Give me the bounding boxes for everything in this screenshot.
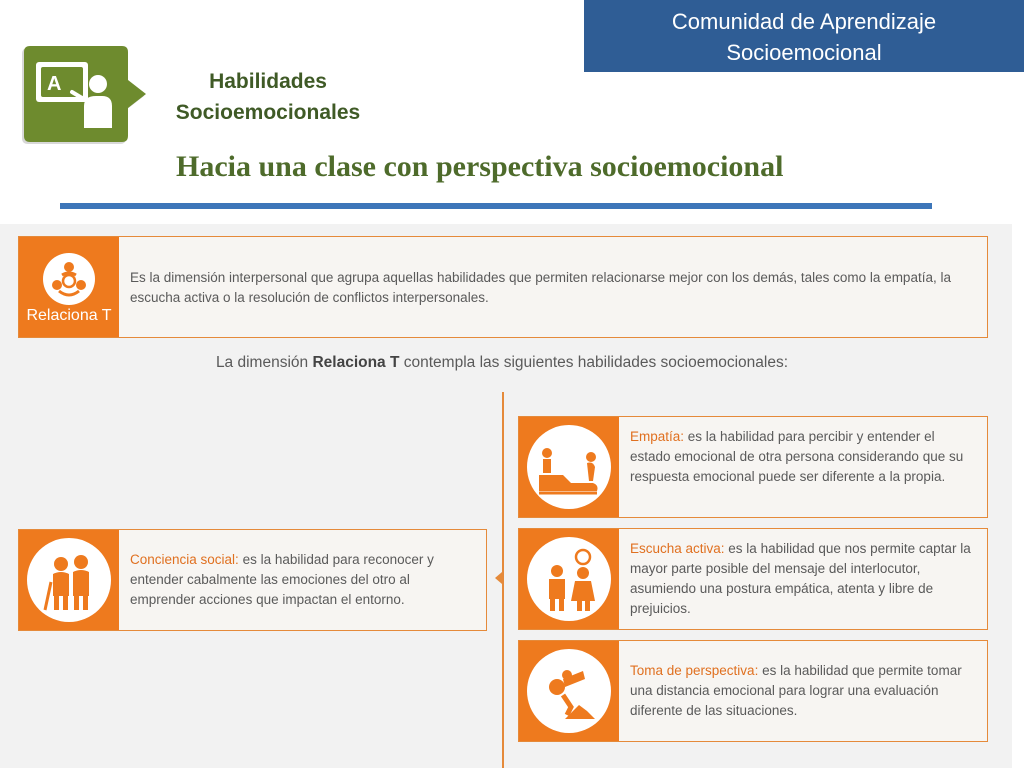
skill-card-toma-de-perspectiva	[518, 640, 988, 742]
skill-term: Escucha activa:	[630, 541, 725, 556]
subtitle-line-2: Socioemocionales	[175, 101, 361, 124]
intro-bold: Relaciona T	[312, 354, 400, 371]
connector-line	[502, 392, 504, 768]
svg-text:A: A	[47, 73, 62, 95]
skill-description	[630, 539, 977, 619]
shoe-people-icon	[527, 425, 611, 509]
dimension-card	[18, 236, 988, 338]
intro-before: La dimensión	[215, 354, 313, 371]
intro-after: contempla las siguientes habilidades socioemocionales:	[399, 354, 789, 371]
banner-line-2: Socioemocional	[726, 40, 882, 65]
dimension-intro	[0, 354, 1004, 372]
community-banner	[584, 0, 1024, 72]
skill-term: Empatía:	[630, 429, 685, 444]
section-subtitle	[168, 66, 368, 128]
skill-card-escucha-activa	[518, 528, 988, 630]
skill-text: es la habilidad para percibir y entender el estado emocional de otra persona considerando que su respuesta emocional puede ser diferente a la propia.	[630, 429, 964, 484]
subtitle-line-1: Habilidades	[209, 70, 327, 93]
dimension-description: Es la dimensión interpersonal que agrupa aquellas habilidades que permiten relacionarse mejor con los demás, tales como la empatía, la escucha activa o la resolución de conflictos interpersonales.	[130, 270, 951, 305]
skill-tile	[519, 641, 619, 741]
skill-text: es la habilidad que nos permite captar la mayor parte posible del mensaje del interlocutor, asumiendo una postura empática, atenta y libre de prejuicios.	[630, 541, 971, 616]
elderly-helper-icon	[27, 538, 111, 622]
banner-line-1: Comunidad de Aprendizaje	[671, 9, 937, 34]
skill-description	[630, 427, 977, 487]
teacher-board-icon	[22, 44, 150, 148]
skill-tile	[519, 529, 619, 629]
skill-card-conciencia-social	[18, 529, 487, 631]
listening-people-icon	[527, 537, 611, 621]
skill-card-empatia	[518, 416, 988, 518]
page-title: Hacia una clase con perspectiva socioemocional	[176, 150, 784, 183]
connector-arrow	[495, 572, 502, 584]
skill-tile	[19, 530, 119, 630]
title-divider	[60, 203, 932, 209]
skill-tile	[519, 417, 619, 517]
skill-term: Conciencia social:	[130, 552, 239, 567]
dimension-tile	[19, 237, 119, 337]
dimension-label: Relaciona T	[26, 307, 112, 324]
skill-text: es la habilidad para reconocer y entender cabalmente las emociones del otro al emprender acciones que impactan el entorno.	[130, 552, 434, 607]
binoculars-icon	[527, 649, 611, 733]
group-circle-icon	[43, 253, 95, 305]
skill-text: es la habilidad que permite tomar una distancia emocional para lograr una evaluación diferente de las situaciones.	[630, 663, 962, 718]
skill-description	[130, 550, 476, 610]
skill-description	[630, 661, 977, 721]
skill-term: Toma de perspectiva:	[630, 663, 759, 678]
